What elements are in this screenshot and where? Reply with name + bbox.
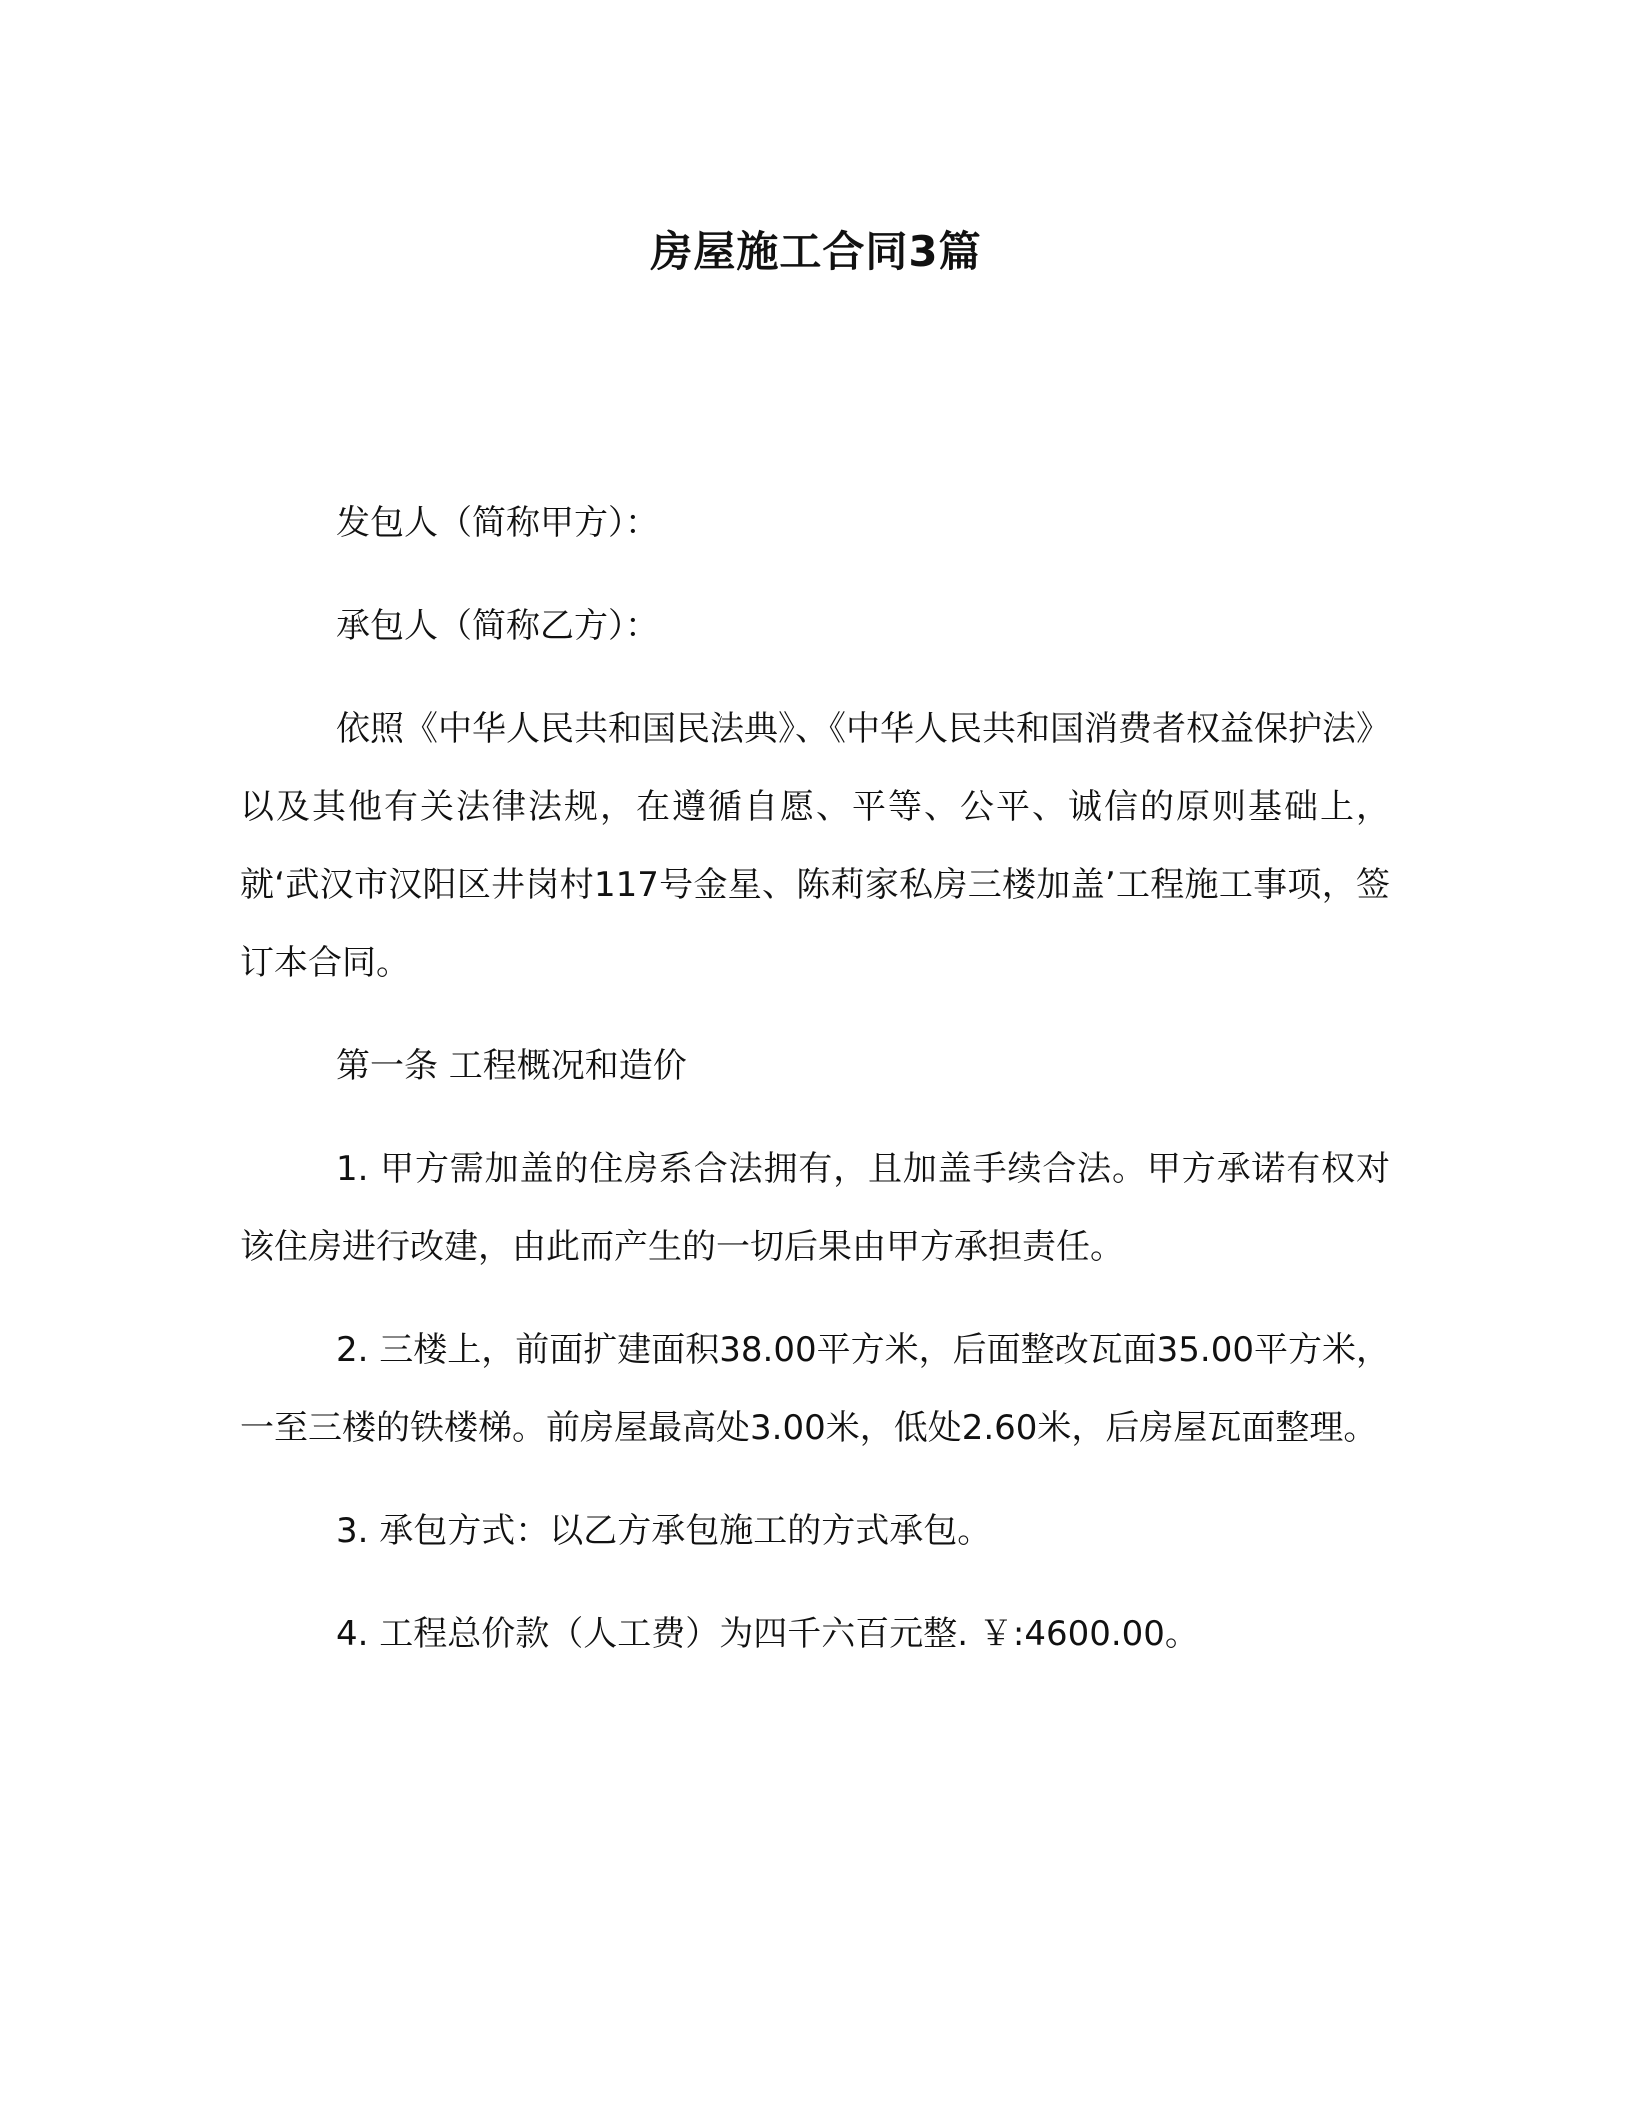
party-b-line: 承包人（简称乙方）： <box>336 606 659 646</box>
clause-1: 1. 甲方需加盖的住房系合法拥有，且加盖手续合法。甲方承诺有权对该住房进行改建，由此而产生的一切后果由甲方承担责任。 <box>240 1149 1390 1267</box>
party-a-line: 发包人（简称甲方）： <box>336 503 659 543</box>
document-body <box>240 484 1390 1698</box>
clause-3: 3. 承包方式：以乙方承包施工的方式承包。 <box>336 1511 992 1551</box>
clause-4: 4. 工程总价款（人工费）为四千六百元整. ￥:4600.00。 <box>336 1614 1199 1654</box>
article-one-heading: 第一条 工程概况和造价 <box>336 1046 687 1086</box>
document-title: 房屋施工合同3篇 <box>650 227 982 276</box>
preamble-paragraph: 依照《中华人民共和国民法典》、《中华人民共和国消费者权益保护法》以及其他有关法律法规，在遵循自愿、平等、公平、诚信的原则基础上，就‘武汉市汉阳区井岗村117号金星、陈莉家私房三楼加盖’工程施工事项，签订本合同。 <box>240 709 1390 983</box>
clause-2: 2. 三楼上，前面扩建面积38.00平方米，后面整改瓦面35.00平方米，一至三楼的铁楼梯。前房屋最高处3.00米，低处2.60米，后房屋瓦面整理。 <box>240 1330 1390 1448</box>
